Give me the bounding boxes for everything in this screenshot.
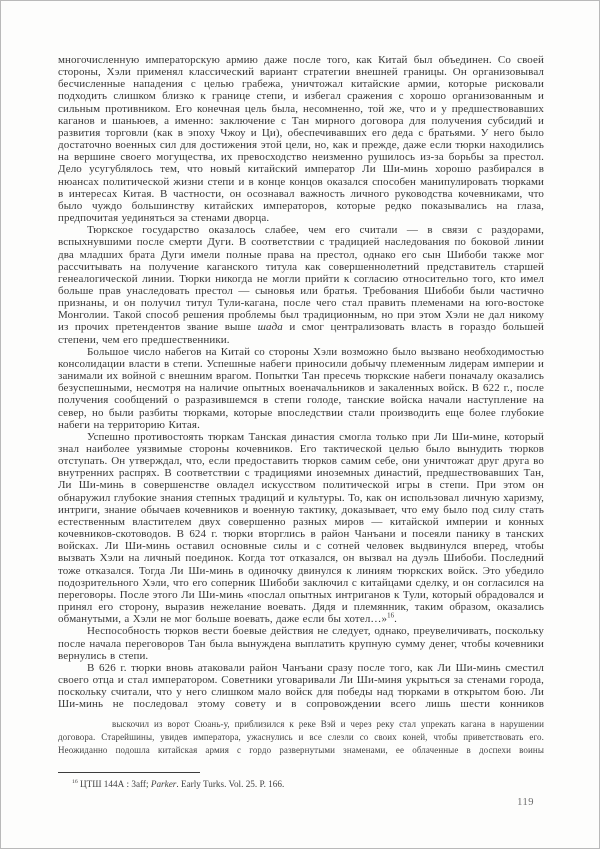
text-run: . Early Turks. Vol. 25. P. 166.	[176, 779, 285, 789]
footnote-area	[58, 772, 544, 790]
main-text-block	[58, 54, 544, 757]
paragraph	[58, 625, 544, 661]
paragraph	[58, 54, 544, 224]
text-run: ЦТШ 144А : 3aff;	[77, 779, 151, 789]
footnote-reference: 16	[387, 612, 395, 620]
text-run: Успешно противостоять тюркам Танская династия смогла только при Ли Ши-мине, который знал наиболее уязвимые стороны кочевников. Его тактической целью было вынудить тюрков отступать. Он утверждал, что, если предоставить тюрков самим себе, они уничтожат друг друга во внутренних распрях. В соответствии с традициями иноземных династий, предшествовавших Тан, Ли Ши-минь в совершенстве овладел искусством политической игры в степи. При этом он обнаружил глубокие знания степных традиций и культуры. То, как он использовал личную харизму, интриги, знание обычаев кочевников и военную тактику, доказывает, что ему было под силу стать естественным властителем двух совершенно разных миров — китайской империи и конных кочевников-скотоводов. В 624 г. тюрки вторглись в район Чанъани и посеяли панику в танских войсках. Ли Ши-минь оставил основные силы и с сотней человек выдвинулся вперед, чтобы вызвать Хэли на личный поединок. Когда тот отказался, он вызвал на дуэль Шибоби. Последний тоже отказался. Тогда Ли Ши-минь в одиночку двинулся к линиям тюркских войск. Это убедило подозрительного Хэли, что его соперник Шибоби заключил с китайцами сделку, и он согласился на переговоры. После этого Ли Ши-минь «послал опытных интриганов к Тули, который обрадовался и принял его сторону, выразив нежелание воевать. Дядя и племянник, таким образом, оказались обманутыми, а Хэли не мог больше воевать, даже если бы хотел…»	[58, 430, 544, 626]
page-number: 119	[517, 797, 534, 808]
paragraph	[58, 431, 544, 626]
text-run: .	[394, 613, 397, 626]
paragraph	[58, 224, 544, 346]
blockquote	[58, 718, 544, 757]
text-run: Большое число набегов на Китай со стороны Хэли возможно было вызвано необходимостью консолидации власти в степи. Успешные набеги приносили добычу племенным лидерам империи и занимали их войной с внешним врагом. Попытки Тан пресечь тюркские набеги поначалу оказались безуспешными, несмотря на наличие опытных военачальников и закаленных войск. В 622 г., после получения сообщений о разразившемся в степи голоде, танские войска начали наступление на север, но были разбиты тюрками, которые впоследствии стали производить еще более глубокие набеги на территорию Китая.	[58, 345, 544, 431]
text-run: В 626 г. тюрки вновь атаковали район Чанъани сразу после того, как Ли Ши-минь сместил своего отца и стал императором. Советники уговаривали Ли Ши-миня укрыться за стенами города, поскольку считали, что у него слишком мало войск для победы над тюрками в открытом бою. Ли Ши-минь не последовал этому совету и в сопровождении всего лишь шести конников	[58, 661, 544, 711]
text-run: Тюркское государство оказалось слабее, чем его считали — в связи с раздорами, вспыхнувшими после смерти Дуги. В соответствии с традицией наследования по боковой линии два младших брата Дуги имели полные права на престол, однако его сын Шибоби также мог рассчитывать на получение каганского титула как совершеннолетний представитель старшей генеалогической линии. Тюрки никогда не могли прийти к согласию относительно того, кто имел больше прав унаследовать престол — сыновья или братья. Требования Шибоби были частично признаны, и он получил титул Тули-кагана, после чего стал править племенами на юго-востоке Монголии. Такой способ решения проблемы был традиционным, но при этом Хэли не дал никому из прочих претендентов звание выше	[58, 224, 544, 334]
footnote-separator-rule	[58, 772, 200, 773]
text-run: выскочил из ворот Сюань-у, приблизился к реке Вэй и через реку стал упрекать кагана в нарушении договора. Старейшины, увидев императора, ужаснулись и все слезли со своих коней, чтобы приветствовать его. Неожиданно подошла китайская армия с гордо развернутыми знаменами, ее облаченные в доспехи воины	[58, 719, 544, 756]
text-run: Parker	[150, 779, 177, 789]
text-run: многочисленную императорскую армию даже после того, как Китай был объединен. Со своей стороны, Хэли применял классический вариант стратегии внешней границы. Он организовывал бесчисленные нападения с целью грабежа, уничтожал китайские армии, которые рисковали подходить слишком близко к границе степи, и избегал сражения с хорошо организованным и сильным противником. Его конечная цель была, несомненно, той же, что и у предшествовавших каганов и шаньюев, а именно: заключение с Тан мирного договора для получения субсидий и развития торговли (как в эпоху Чжоу и Ци), обеспечивавших его деда с братьями. У него было достаточно военных сил для достижения этой цели, но, как и прежде, даже если тюрки находились на вершине своего могущества, их превосходство неизменно рушилось из-за борьбы за престол. Дело усугублялось тем, что новый китайский император Ли Ши-минь хорошо разбирался в нюансах политической жизни степи и в конце концов оказался способен манипулировать тюрками в интересах Китая. В частности, он осознавал важность личного руководства кочевниками, что было чуждо большинству китайских императоров, которые редко показывались на глаза, предпочитая уединяться за стенами дворца.	[58, 54, 544, 225]
text-run: и смог централизовать власть в гораздо большей степени, чем его предшественники.	[58, 321, 544, 346]
paragraph	[58, 346, 544, 431]
footnote-text	[58, 778, 544, 790]
footnote-reference: 16	[72, 778, 78, 785]
text-run: шада	[257, 321, 283, 334]
text-run: Неспособность тюрков вести боевые действия не следует, однако, преувеличивать, поскольку после начала переговоров Тан была вынуждена выплатить крупную сумму денег, чтобы кочевники вернулись в степи.	[58, 625, 544, 662]
paragraph	[58, 662, 544, 711]
